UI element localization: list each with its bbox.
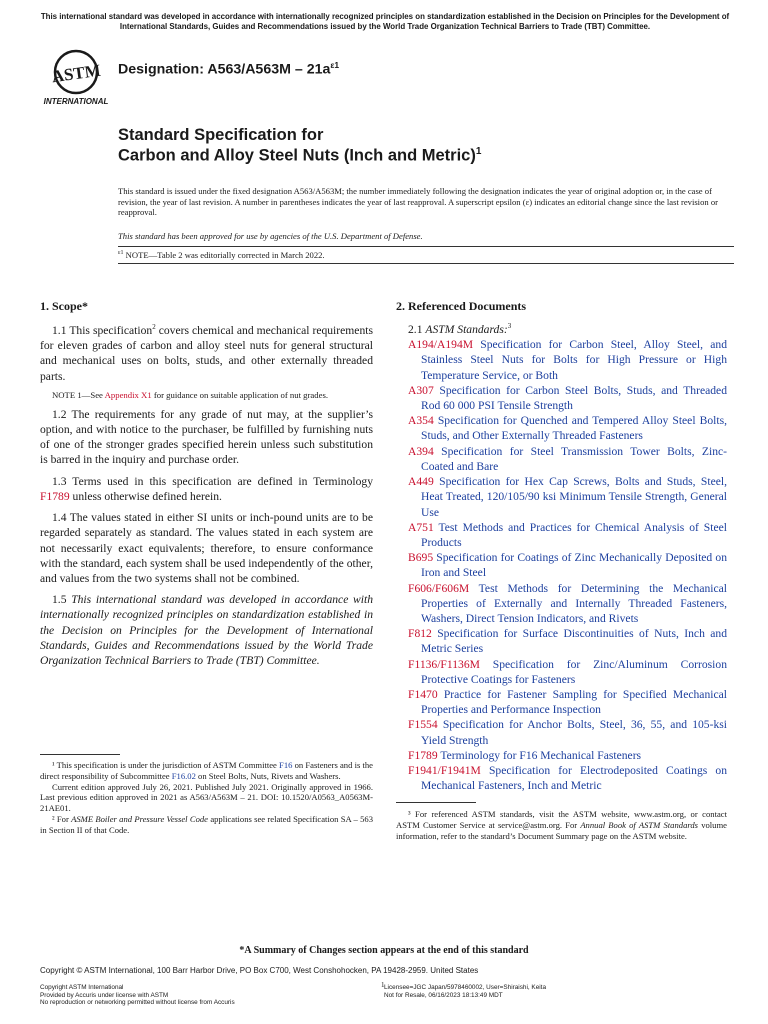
reference-title[interactable]: Specification for Quenched and Tempered Alloy Steel Bolts, Studs, and Other Externally Threaded Fasteners [421, 414, 727, 443]
reference-title[interactable]: Terminology for F16 Mechanical Fasteners [437, 748, 642, 762]
reference-item [408, 413, 727, 443]
divider [118, 246, 734, 247]
reference-title[interactable]: Specification for Coatings of Zinc Mechanically Deposited on Iron and Steel [421, 551, 727, 580]
reference-code-link[interactable]: A307 [408, 383, 434, 397]
reference-code-link[interactable]: F1136/F1136M [408, 657, 480, 671]
reference-code-link[interactable]: F1941/F1941M [408, 763, 481, 777]
reference-item [408, 520, 727, 550]
reference-item [408, 444, 727, 474]
reference-item [408, 550, 727, 580]
f16-link[interactable]: F16 [279, 760, 293, 770]
astm-logo [40, 48, 112, 106]
divider [118, 263, 734, 264]
title-line1: Standard Specification for [118, 126, 324, 144]
references-heading: 2. Referenced Documents [396, 299, 527, 313]
reference-item [408, 337, 727, 383]
reference-code-link[interactable]: F606/F606M [408, 581, 470, 595]
reference-title[interactable]: Specification for Zinc/Aluminum Corrosion Protective Coatings for Fasteners [421, 657, 727, 686]
reference-item [408, 581, 727, 627]
appendix-x1-link[interactable]: Appendix X1 [104, 389, 152, 400]
intro-text: This standard is issued under the fixed designation A563/A563M; the number immediately following the designation indicates the year of original adoption or, in the case of revision, the year of last revision. A number in parentheses indicates the year of last reapproval. A superscript epsilon (ε) indicates an editorial change since the last revision or reapproval. [118, 186, 718, 218]
footnote-divider [396, 802, 476, 803]
page-number: 1 [381, 981, 385, 989]
reference-code-link[interactable]: F1470 [408, 687, 438, 701]
reference-item [408, 383, 727, 413]
f1789-link[interactable]: F1789 [40, 489, 70, 503]
footnote-1-edition: Current edition approved July 26, 2021. Published July 2021. Originally approved in 1966. Last previous edition approved in 2021 as A563/A563M – 21. DOI: 10.1520/A0563_A0563M-21AE01. [40, 781, 373, 814]
reference-item [408, 626, 727, 656]
scope-heading: 1. Scope* [40, 299, 88, 313]
wto-notice: This international standard was developed in accordance with internationally recognized principles on standardization established in the Decision on Principles for the Development of International Standards, Guides and Recommendations issued by the World Trade Organization Technical Barriers to Trade (TBT) Committee. [40, 12, 730, 31]
reference-title[interactable]: Specification for Carbon Steel Bolts, Studs, and Threaded Rod 60 000 PSI Tensile Strength [421, 383, 727, 413]
title-line2: Carbon and Alloy Steel Nuts (Inch and Metric)$^1$ [118, 146, 482, 165]
reference-title[interactable]: Practice for Fastener Sampling for Specified Mechanical Properties and Performance Inspection [421, 687, 727, 717]
reference-title[interactable]: Test Methods for Determining the Mechanical Properties of Externally and Internally Threaded Fasteners, Washers, Direct Tension Indicators, and Rivets [421, 581, 727, 625]
dod-approval: This standard has been approved for use by agencies of the U.S. Department of Defense. [118, 231, 423, 241]
reference-code-link[interactable]: A394 [408, 444, 434, 458]
editorial-note: $^{\varepsilon 1}$ NOTE—Table 2 was editorially corrected in March 2022. [118, 250, 325, 260]
reference-title[interactable]: Specification for Steel Transmission Tower Bolts, Zinc-Coated and Bare [421, 444, 727, 473]
reference-item [408, 763, 727, 793]
left-column [40, 299, 373, 668]
footnote-1: ¹ This specification is under the jurisdiction of ASTM Committee F16 on Fasteners and is the direct responsibility of Subcommittee F16.02 on Steel Bolts, Nuts, Rivets and Washers. [40, 760, 373, 781]
para-1-5: 1.5 This international standard was developed in accordance with internationally recognized principles on standardization established in the Decision on Principles for the Development of International Standards, Guides and Recommendations issued by the World Trade Organization Technical Barriers to Trade (TBT) Committee. [40, 593, 373, 667]
reference-code-link[interactable]: F812 [408, 627, 432, 641]
reference-list [396, 337, 727, 793]
designation: Designation: $A563/A563M - 21a^{\varepsilon 1}$ [118, 60, 340, 78]
para-1-2: 1.2 The requirements for any grade of nut may, at the supplier’s option, and with notice to the purchaser, be fulfilled by furnishing nuts of one of the stronger grades specified herein unless such substitution is barred in the inquiry and purchase order. [40, 407, 373, 467]
reference-code-link[interactable]: A751 [408, 520, 434, 534]
reference-title[interactable]: Specification for Hex Cap Screws, Bolts and Studs, Steel, Heat Treated, 120/105/90 ksi Minimum Tensile Strength, General Use [421, 475, 727, 519]
f16-02-link[interactable]: F16.02 [171, 770, 196, 781]
para-1-3: 1.3 Terms used in this specification are defined in Terminology F1789 unless otherwise defined herein. [40, 474, 373, 503]
reference-title[interactable]: Test Methods and Practices for Chemical Analysis of Steel Products [421, 520, 727, 549]
reference-code-link[interactable]: A449 [408, 475, 434, 489]
reference-item [408, 687, 727, 717]
reference-title[interactable]: Specification for Anchor Bolts, Steel, 36, 55, and 105-ksi Yield Strength [421, 718, 727, 747]
right-column [396, 299, 727, 793]
right-footnotes [396, 809, 727, 841]
reference-title[interactable]: Specification for Electrodeposited Coatings on Mechanical Fasteners, Inch and Metric [421, 763, 727, 793]
logo-mark: ASTM [50, 60, 102, 87]
para-1-4: 1.4 The values stated in either SI units or inch-pound units are to be regarded separately as standard. The values stated in each system are not necessarily exact equivalents; therefore, to ensure conformance with the standard, each system shall be used independently of the other, and values from the two systems shall not be combined. [40, 511, 373, 585]
logo-text: INTERNATIONAL [43, 97, 109, 106]
summary-of-changes-note: *A Summary of Changes section appears at the end of this standard [239, 945, 529, 956]
reference-code-link[interactable]: F1789 [408, 748, 438, 762]
para-1-1: 1.1 This specification$^2$ covers chemical and mechanical requirements for eleven grades of carbon and alloy steel nuts for general structural and mechanical uses on bolts, studs, and other externally threaded parts. [40, 323, 373, 383]
footnote-2: ² For ASME Boiler and Pressure Vessel Code applications see related Specification SA – 563 in Section II of that Code. [40, 813, 374, 835]
reference-code-link[interactable]: A354 [408, 414, 434, 428]
reference-item [408, 748, 727, 763]
license-right: Licensee=JGC Japan/5978460002, User=Shiraishi, Keita Not for Resale, 06/16/2023 18:13:49 MDT [384, 984, 547, 999]
reference-code-link[interactable]: A194/A194M [408, 338, 474, 352]
astm-standards-sub: 2.1 ASTM Standards:$^3$ [408, 322, 512, 337]
reference-title[interactable]: Specification for Surface Discontinuities of Nuts, Inch and Metric Series [421, 627, 727, 656]
license-left: Copyright ASTM International Provided by Accuris under license with ASTM No reproduction or networking permitted without license from Accuris [40, 984, 235, 1006]
footnote-divider [40, 754, 120, 755]
footnote-3: ³ For referenced ASTM standards, visit the ASTM website, www.astm.org, or contact ASTM Customer Service at service@astm.org. For Annual Book of ASTM Standards volume information, refer to the standard’s Document Summary page on the ASTM website. [396, 809, 727, 841]
left-footnotes [40, 760, 373, 836]
reference-item [408, 474, 727, 520]
copyright-line: Copyright © ASTM International, 100 Barr Harbor Drive, PO Box C700, West Conshohocken, PA 19428-2959. United States [40, 966, 479, 975]
reference-title[interactable]: Specification for Carbon Steel, Alloy Steel, and Stainless Steel Nuts for Bolts for High Pressure or High Temperature Service, or Both [421, 338, 727, 382]
note-1: NOTE 1—See Appendix X1 for guidance on suitable application of nut grades. [52, 389, 329, 400]
reference-code-link[interactable]: B695 [408, 551, 434, 565]
reference-item [408, 717, 727, 747]
reference-code-link[interactable]: F1554 [408, 718, 438, 732]
reference-item [408, 657, 727, 687]
